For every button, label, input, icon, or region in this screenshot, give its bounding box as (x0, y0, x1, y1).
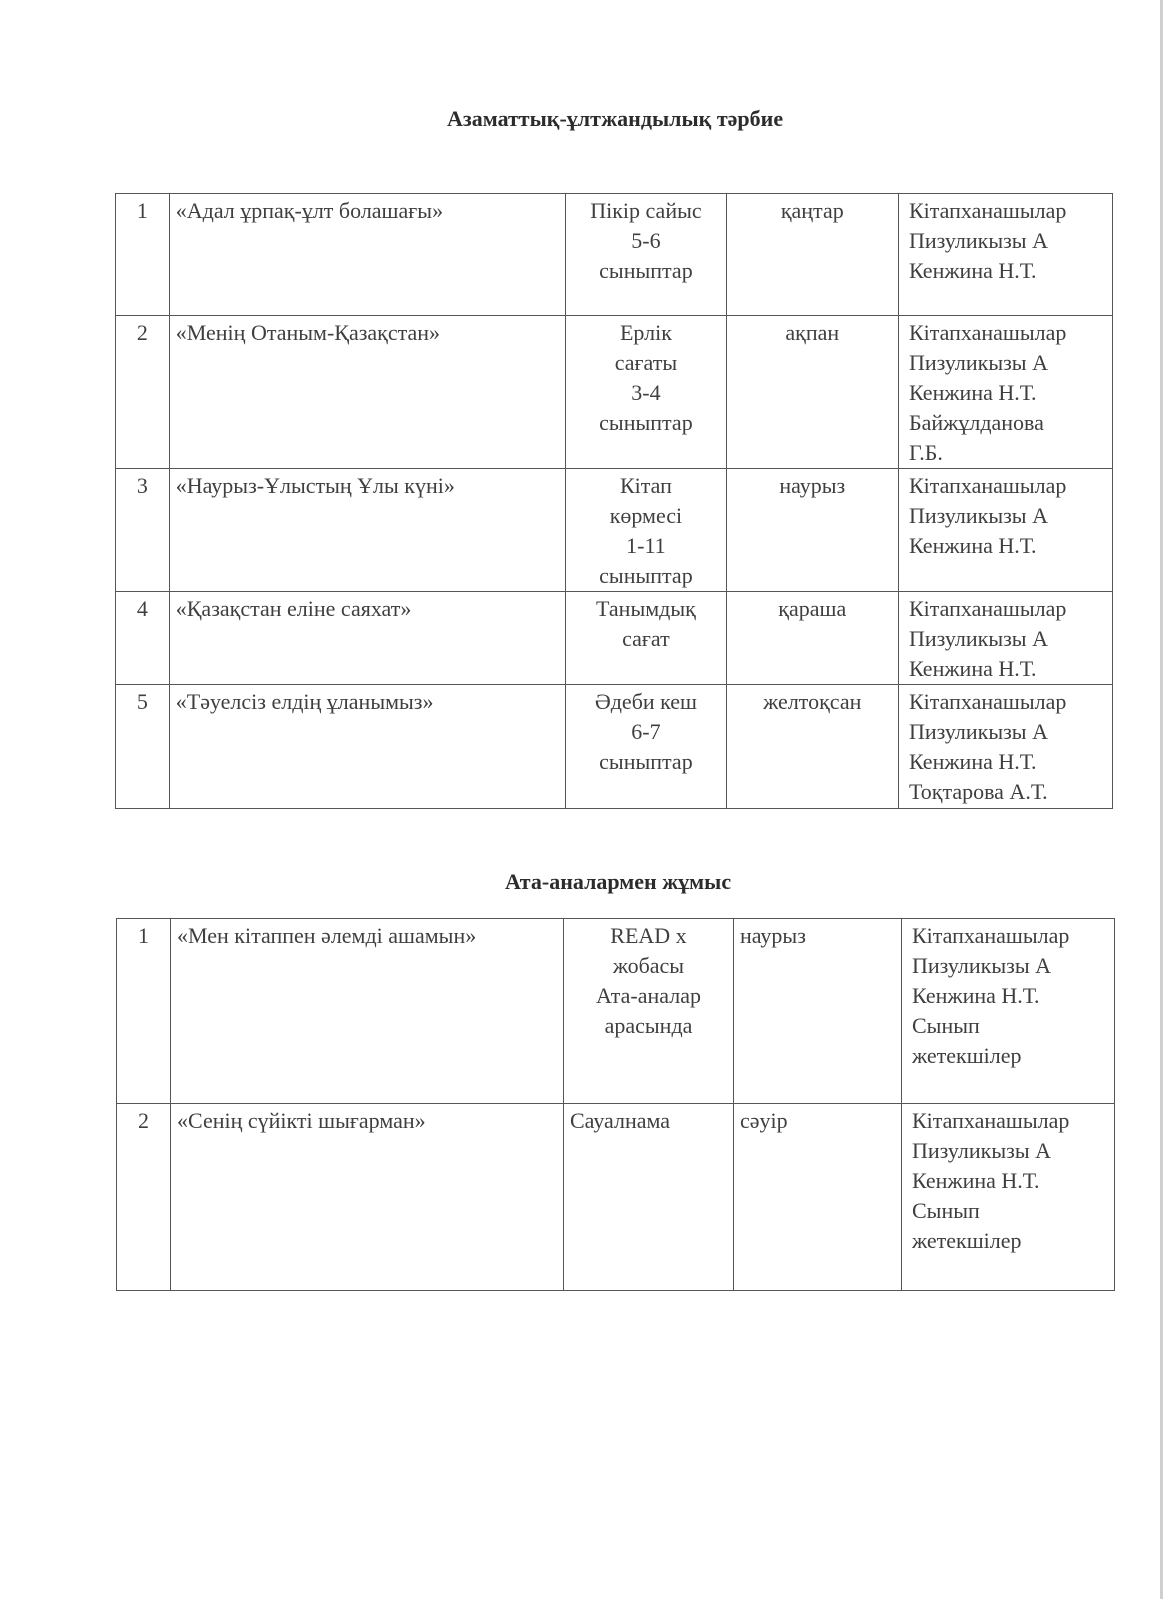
row-number: 1 (116, 194, 170, 316)
event-type: Әдеби кеш 6-7 сыныптар (566, 685, 726, 809)
table-row (116, 194, 1113, 316)
event-month: ақпан (726, 316, 898, 469)
event-responsible: Кітапханашылар Пизуликызы А Кенжина Н.Т. Байжұлданова Г.Б. (898, 316, 1112, 469)
row-number: 5 (116, 685, 170, 809)
event-month: наурыз (734, 919, 902, 1104)
event-type: Ерлік сағаты 3-4 сыныптар (566, 316, 726, 469)
event-type: Сауалнама (564, 1104, 734, 1291)
event-responsible: Кітапханашылар Пизуликызы А Кенжина Н.Т. Сынып жетекшілер (902, 919, 1115, 1104)
event-month: наурыз (726, 469, 898, 592)
event-month: желтоқсан (726, 685, 898, 809)
event-responsible: Кітапханашылар Пизуликызы А Кенжина Н.Т. Тоқтарова А.Т. (898, 685, 1112, 809)
row-number: 2 (117, 1104, 171, 1291)
row-number: 4 (116, 592, 170, 685)
event-responsible: Кітапханашылар Пизуликызы А Кенжина Н.Т. (898, 194, 1112, 316)
event-title: «Адал ұрпақ-ұлт болашағы» (169, 194, 566, 316)
table-row (116, 469, 1113, 592)
event-month: қараша (726, 592, 898, 685)
event-type: Танымдық сағат (566, 592, 726, 685)
event-type: Пікір сайыс 5-6 сыныптар (566, 194, 726, 316)
row-number: 2 (116, 316, 170, 469)
event-responsible: Кітапханашылар Пизуликызы А Кенжина Н.Т. (898, 469, 1112, 592)
event-title: «Менің Отаным-Қазақстан» (169, 316, 566, 469)
parents-events-table (116, 918, 1115, 1291)
event-type: Кітап көрмесі 1-11 сыныптар (566, 469, 726, 592)
civic-events-table (115, 193, 1113, 809)
event-title: «Сенің сүйікті шығарман» (171, 1104, 564, 1291)
section-title-civic: Азаматтық-ұлтжандылық тәрбие (447, 106, 784, 131)
table-row (117, 1104, 1115, 1291)
event-title: «Наурыз-Ұлыстың Ұлы күні» (169, 469, 566, 592)
event-title: «Мен кітаппен әлемді ашамын» (171, 919, 564, 1104)
table-row (117, 919, 1115, 1104)
event-month: сәуір (734, 1104, 902, 1291)
row-number: 1 (117, 919, 171, 1104)
event-title: «Қазақстан еліне саяхат» (169, 592, 566, 685)
table-row (116, 685, 1113, 809)
row-number: 3 (116, 469, 170, 592)
section-title-parents: Ата-аналармен жұмыс (505, 869, 732, 894)
table-row (116, 316, 1113, 469)
event-title: «Тәуелсіз елдің ұланымыз» (169, 685, 566, 809)
event-responsible: Кітапханашылар Пизуликызы А Кенжина Н.Т. (898, 592, 1112, 685)
event-type: READ x жобасы Ата-аналар арасында (564, 919, 734, 1104)
event-month: қаңтар (726, 194, 898, 316)
table-row (116, 592, 1113, 685)
event-responsible: Кітапханашылар Пизуликызы А Кенжина Н.Т. Сынып жетекшілер (902, 1104, 1115, 1291)
